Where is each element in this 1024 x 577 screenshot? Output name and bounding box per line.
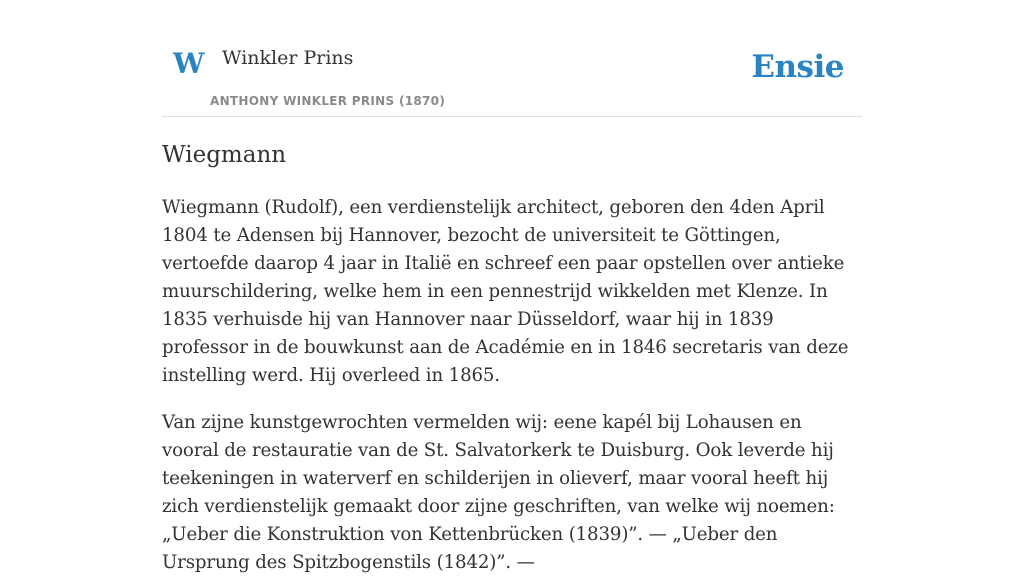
ensie-logo[interactable]: Ensie [751, 49, 844, 85]
winkler-prins-logo-icon[interactable]: W [173, 47, 205, 80]
article-paragraph-2: Van zijne kunstgewrochten vermelden wij: eene kapél bij Lohausen en vooral de restauratie van de St. Salvatorkerk te Duisburg. Ook leverde hij teekeningen in waterverf en schilderijen in olieverf, maar vooral heeft hij zich verdienstelijk gemaakt door zijne geschriften, van welke wij noemen: „Ueber die Konstruktion von Kettenbrücken (1839)”. — „Ueber den Ursprung des Spitzbogenstils (1842)”. — [162, 412, 835, 573]
page-header [162, 0, 862, 117]
source-title[interactable]: Winkler Prins [222, 47, 354, 69]
source-meta: ANTHONY WINKLER PRINS (1870) [210, 94, 446, 108]
article-title: Wiegmann [162, 142, 287, 168]
article [162, 139, 862, 577]
article-paragraph-1: Wiegmann (Rudolf), een verdienstelijk architect, geboren den 4den April 1804 te Adensen bij Hannover, bezocht de universiteit te Göttingen, vertoefde daarop 4 jaar in Italië en schreef een paar opstellen over antieke muurschildering, welke hem in een pennestrijd wikkelden met Klenze. In 1835 verhuisde hij van Hannover naar Düsseldorf, waar hij in 1839 professor in de bouwkunst aan de Académie en in 1846 secretaris van deze instelling werd. Hij overleed in 1865. [162, 197, 849, 386]
